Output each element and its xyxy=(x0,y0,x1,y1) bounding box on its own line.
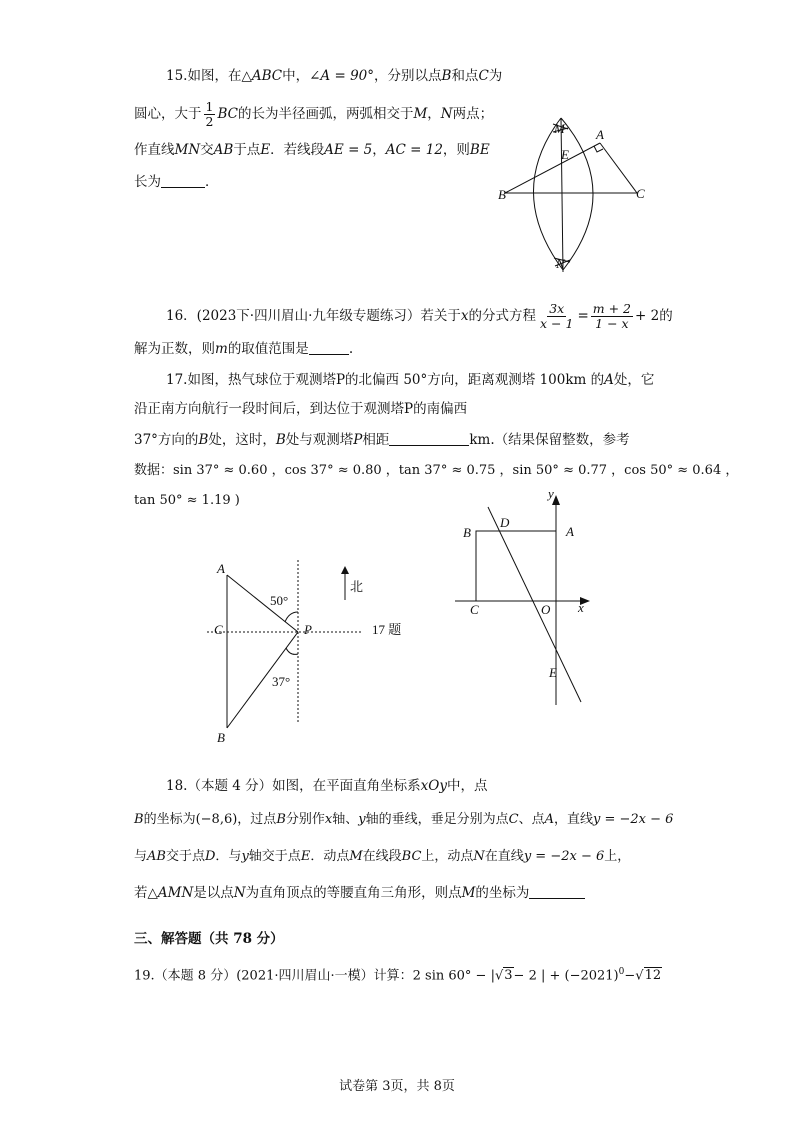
q18-line2: B的坐标为(−8,6)，过点B分别作x轴、y轴的垂线，垂足分别为点C、点A，直线y = −2x − 6 xyxy=(134,812,674,827)
label-b: B xyxy=(463,525,471,540)
q17-line2: 沿正南方向航行一段时间后，到达位于观测塔P的南偏西 xyxy=(134,401,468,417)
q18-line3: 与AB交于点D．与y轴交于点E．动点M在线段BC上，动点N在直线y = −2x − 6上， xyxy=(134,849,631,864)
q15-line1: 15.如图，在△ABC中，∠A = 90°，分别以点B和点C为 xyxy=(166,68,503,84)
q17-line4: 数据：sin 37° ≈ 0.60 ，cos 37° ≈ 0.80 ，tan 37° ≈ 0.75 ，sin 50° ≈ 0.77 ，cos 50° ≈ 0.64 ， xyxy=(134,463,739,478)
label-b: B xyxy=(498,187,506,202)
label-a: A xyxy=(566,524,574,539)
label-e: E xyxy=(561,147,569,162)
sqrt-icon: √ xyxy=(494,968,504,984)
q15-line2: 圆心，大于 $\frac{1}{2}$ BC的长为半径画弧，两弧相交于M，N两点； xyxy=(134,99,494,129)
label-p: P xyxy=(304,622,312,637)
label-y: y xyxy=(548,486,554,501)
section-heading: 三、解答题（共 78 分） xyxy=(134,931,284,947)
half-fraction: $\frac{1}{2}$ xyxy=(205,99,214,129)
label-e: E xyxy=(549,665,557,680)
q18-line4: 若△AMN是以点N为直角顶点的等腰直角三角形，则点M的坐标为 xyxy=(134,883,585,903)
q16-line1: 16．(2023下·四川眉山·九年级专题练习）若关于x的分式方程 $\frac{3x}{x - 1}$ = $\frac{m + 2}{1 - x}$ + 2的 xyxy=(166,301,673,331)
angle-label-37: 37° xyxy=(272,674,291,689)
q17-line1: 17.如图，热气球位于观测塔P的北偏西 50°方向，距离观测塔 100km 的A处，它 xyxy=(166,372,655,388)
page-footer: 试卷第 3页，共 8页 xyxy=(339,1079,455,1094)
angle-label-50: 50° xyxy=(270,593,289,608)
label-o: O xyxy=(541,602,551,617)
label-d: D xyxy=(500,515,510,530)
north-label: 北 xyxy=(350,579,364,594)
q17-line5: tan 50° ≈ 1.19 ) xyxy=(134,493,240,508)
label-a: A xyxy=(596,127,604,142)
q19-line: 19.（本题 8 分）(2021·四川眉山·一模）计算：2 sin 60° − |√3− 2 | + $(-2021)^0-√12$ xyxy=(134,967,662,984)
fraction-left: $\frac{3x}{x - 1}$ xyxy=(540,301,574,331)
label-c: C xyxy=(214,622,223,637)
q15-line4: 长为 ． xyxy=(134,174,219,190)
q18-line1: 18.（本题 4 分）如图，在平面直角坐标系xOy中，点 xyxy=(166,778,488,794)
label-n: N xyxy=(556,256,565,271)
sqrt-icon: √ xyxy=(635,968,644,984)
label-m: M xyxy=(554,121,565,136)
label-a: A xyxy=(217,561,225,576)
label-c: C xyxy=(470,602,479,617)
label-c: C xyxy=(636,186,645,201)
answer-blank[interactable] xyxy=(529,884,585,899)
q16-line2: 解为正数，则m的取值范围是 . xyxy=(134,341,354,357)
q15-line3: 作直线MN交AB于点E．若线段AE = 5，AC = 12，则BE xyxy=(134,142,490,158)
fraction-right: $\frac{m + 2}{1 - x}$ xyxy=(592,301,631,331)
q17-line3: 37°方向的B处，这时，B处与观测塔P相距 km.（结果保留整数，参考 xyxy=(134,432,630,448)
label-x: x xyxy=(578,600,584,615)
figure-caption: 17 题 xyxy=(372,622,402,637)
label-b: B xyxy=(217,730,225,745)
